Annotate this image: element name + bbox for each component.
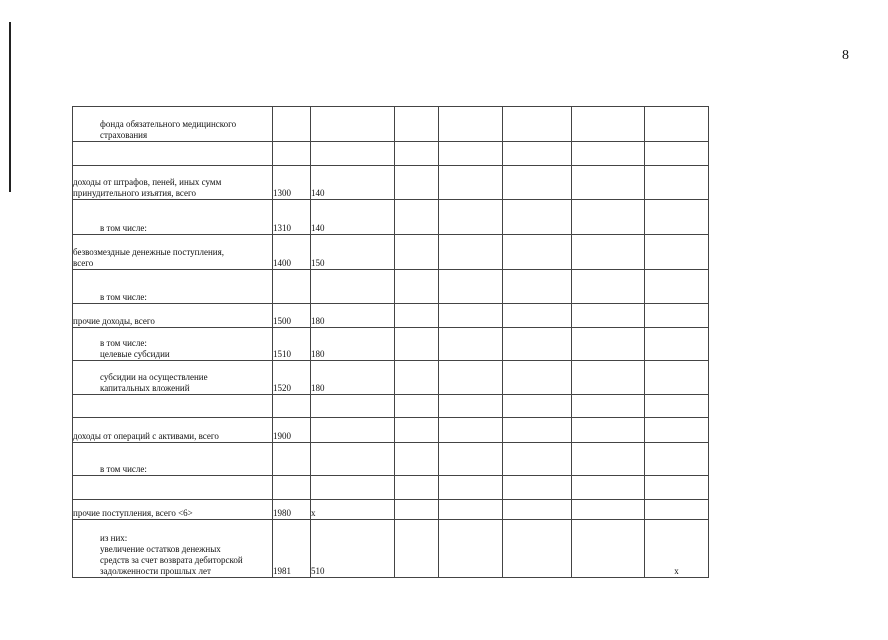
description-line: безвозмездные денежные поступления, bbox=[73, 247, 225, 257]
description-line: целевые субсидии bbox=[100, 349, 170, 359]
row-budget-code bbox=[311, 443, 395, 476]
row-budget-code: 510 bbox=[311, 520, 395, 578]
table-row bbox=[73, 304, 709, 328]
value-cell bbox=[503, 107, 572, 142]
row-budget-code: 180 bbox=[311, 361, 395, 395]
row-code bbox=[273, 142, 311, 166]
value-cell bbox=[439, 107, 503, 142]
value-cell-last bbox=[645, 361, 709, 395]
description-line: доходы от штрафов, пеней, иных сумм bbox=[73, 177, 222, 187]
table-row bbox=[73, 200, 709, 235]
value-cell-last bbox=[645, 418, 709, 443]
value-cell bbox=[503, 476, 572, 500]
row-code: 1300 bbox=[273, 166, 311, 200]
value-cell bbox=[395, 395, 439, 418]
value-cell bbox=[439, 200, 503, 235]
row-description bbox=[73, 142, 273, 166]
value-cell bbox=[503, 443, 572, 476]
row-budget-code bbox=[311, 142, 395, 166]
row-description bbox=[73, 443, 273, 476]
table-row bbox=[73, 107, 709, 142]
value-cell bbox=[572, 142, 645, 166]
value-cell bbox=[572, 166, 645, 200]
description-line: прочие поступления, всего <6> bbox=[73, 508, 193, 518]
row-description bbox=[73, 476, 273, 500]
row-description bbox=[73, 235, 273, 270]
table-row bbox=[73, 395, 709, 418]
value-cell bbox=[572, 328, 645, 361]
row-budget-code: 140 bbox=[311, 200, 395, 235]
value-cell-last bbox=[645, 235, 709, 270]
value-cell bbox=[395, 142, 439, 166]
row-budget-code bbox=[311, 270, 395, 304]
row-code: 1500 bbox=[273, 304, 311, 328]
row-code bbox=[273, 395, 311, 418]
row-description bbox=[73, 500, 273, 520]
table-row bbox=[73, 142, 709, 166]
row-code: 1981 bbox=[273, 520, 311, 578]
description-line: в том числе: bbox=[100, 464, 147, 474]
row-budget-code: 140 bbox=[311, 166, 395, 200]
value-cell bbox=[503, 361, 572, 395]
value-cell bbox=[439, 166, 503, 200]
value-cell bbox=[572, 476, 645, 500]
table-row bbox=[73, 500, 709, 520]
row-description bbox=[73, 166, 273, 200]
row-code: 1510 bbox=[273, 328, 311, 361]
description-line: увеличение остатков денежных bbox=[100, 544, 221, 554]
value-cell bbox=[503, 270, 572, 304]
value-cell bbox=[572, 361, 645, 395]
value-cell bbox=[439, 500, 503, 520]
row-description bbox=[73, 270, 273, 304]
value-cell bbox=[395, 520, 439, 578]
value-cell-last bbox=[645, 328, 709, 361]
value-cell bbox=[395, 107, 439, 142]
value-cell bbox=[503, 200, 572, 235]
description-line: капитальных вложений bbox=[100, 383, 190, 393]
description-line: всего bbox=[73, 258, 94, 268]
row-budget-code: 150 bbox=[311, 235, 395, 270]
table-row bbox=[73, 235, 709, 270]
value-cell bbox=[439, 270, 503, 304]
value-cell bbox=[439, 418, 503, 443]
value-cell bbox=[395, 443, 439, 476]
description-line: страхования bbox=[100, 130, 148, 140]
scan-edge-mark bbox=[9, 22, 11, 192]
description-line: прочие доходы, всего bbox=[73, 316, 155, 326]
value-cell bbox=[439, 235, 503, 270]
value-cell-last bbox=[645, 443, 709, 476]
description-line: из них: bbox=[100, 533, 128, 543]
row-description bbox=[73, 328, 273, 361]
value-cell-last bbox=[645, 166, 709, 200]
value-cell bbox=[572, 443, 645, 476]
description-line: доходы от операций с активами, всего bbox=[73, 431, 219, 441]
value-cell bbox=[439, 142, 503, 166]
row-description bbox=[73, 200, 273, 235]
description-line: в том числе: bbox=[100, 223, 147, 233]
row-code: 1980 bbox=[273, 500, 311, 520]
table-row bbox=[73, 418, 709, 443]
row-budget-code bbox=[311, 395, 395, 418]
value-cell bbox=[572, 500, 645, 520]
value-cell bbox=[572, 107, 645, 142]
value-cell bbox=[503, 166, 572, 200]
description-line: принудительного изъятия, всего bbox=[73, 188, 196, 198]
value-cell bbox=[439, 395, 503, 418]
value-cell bbox=[439, 520, 503, 578]
value-cell bbox=[503, 235, 572, 270]
row-description bbox=[73, 107, 273, 142]
value-cell bbox=[395, 304, 439, 328]
table-row bbox=[73, 361, 709, 395]
row-budget-code: 180 bbox=[311, 304, 395, 328]
value-cell bbox=[395, 418, 439, 443]
table-row bbox=[73, 443, 709, 476]
description-line: в том числе: bbox=[100, 292, 147, 302]
value-cell bbox=[503, 520, 572, 578]
value-cell bbox=[503, 142, 572, 166]
value-cell bbox=[395, 270, 439, 304]
value-cell bbox=[439, 304, 503, 328]
row-code bbox=[273, 107, 311, 142]
value-cell-last bbox=[645, 395, 709, 418]
value-cell bbox=[439, 361, 503, 395]
row-description bbox=[73, 304, 273, 328]
row-budget-code bbox=[311, 418, 395, 443]
value-cell bbox=[503, 418, 572, 443]
value-cell bbox=[395, 235, 439, 270]
value-cell bbox=[395, 200, 439, 235]
value-cell bbox=[503, 500, 572, 520]
value-cell bbox=[395, 328, 439, 361]
row-description bbox=[73, 520, 273, 578]
financial-table bbox=[72, 106, 709, 578]
table-row bbox=[73, 166, 709, 200]
value-cell bbox=[572, 200, 645, 235]
value-cell-last bbox=[645, 270, 709, 304]
value-cell bbox=[572, 418, 645, 443]
value-cell-last bbox=[645, 200, 709, 235]
value-cell bbox=[439, 328, 503, 361]
value-cell bbox=[503, 328, 572, 361]
value-cell bbox=[572, 270, 645, 304]
row-description bbox=[73, 418, 273, 443]
table-row bbox=[73, 328, 709, 361]
description-line: средств за счет возврата дебиторской bbox=[100, 555, 243, 565]
row-budget-code bbox=[311, 107, 395, 142]
table-row bbox=[73, 270, 709, 304]
value-cell bbox=[503, 395, 572, 418]
row-code bbox=[273, 476, 311, 500]
value-cell bbox=[572, 235, 645, 270]
value-cell-last bbox=[645, 500, 709, 520]
page-number: 8 bbox=[842, 48, 849, 63]
value-cell bbox=[572, 304, 645, 328]
row-budget-code: x bbox=[311, 500, 395, 520]
description-line: фонда обязательного медицинского bbox=[100, 119, 237, 129]
row-description bbox=[73, 361, 273, 395]
description-line: субсидии на осуществление bbox=[100, 372, 208, 382]
value-cell bbox=[395, 476, 439, 500]
value-cell bbox=[395, 166, 439, 200]
value-cell-last bbox=[645, 107, 709, 142]
value-cell-last bbox=[645, 304, 709, 328]
value-cell bbox=[439, 476, 503, 500]
value-cell bbox=[503, 304, 572, 328]
value-cell bbox=[572, 520, 645, 578]
row-budget-code: 180 bbox=[311, 328, 395, 361]
value-cell bbox=[395, 500, 439, 520]
table-row bbox=[73, 476, 709, 500]
row-budget-code bbox=[311, 476, 395, 500]
value-cell-last bbox=[645, 476, 709, 500]
row-code: 1310 bbox=[273, 200, 311, 235]
value-cell bbox=[395, 361, 439, 395]
row-code bbox=[273, 270, 311, 304]
row-code: 1400 bbox=[273, 235, 311, 270]
row-code bbox=[273, 443, 311, 476]
description-line: задолженности прошлых лет bbox=[100, 566, 211, 576]
table-row bbox=[73, 520, 709, 578]
row-code: 1520 bbox=[273, 361, 311, 395]
value-cell-last bbox=[645, 142, 709, 166]
description-line: в том числе: bbox=[100, 338, 147, 348]
value-cell-last: x bbox=[645, 520, 709, 578]
value-cell bbox=[439, 443, 503, 476]
value-cell bbox=[572, 395, 645, 418]
row-description bbox=[73, 395, 273, 418]
row-code: 1900 bbox=[273, 418, 311, 443]
